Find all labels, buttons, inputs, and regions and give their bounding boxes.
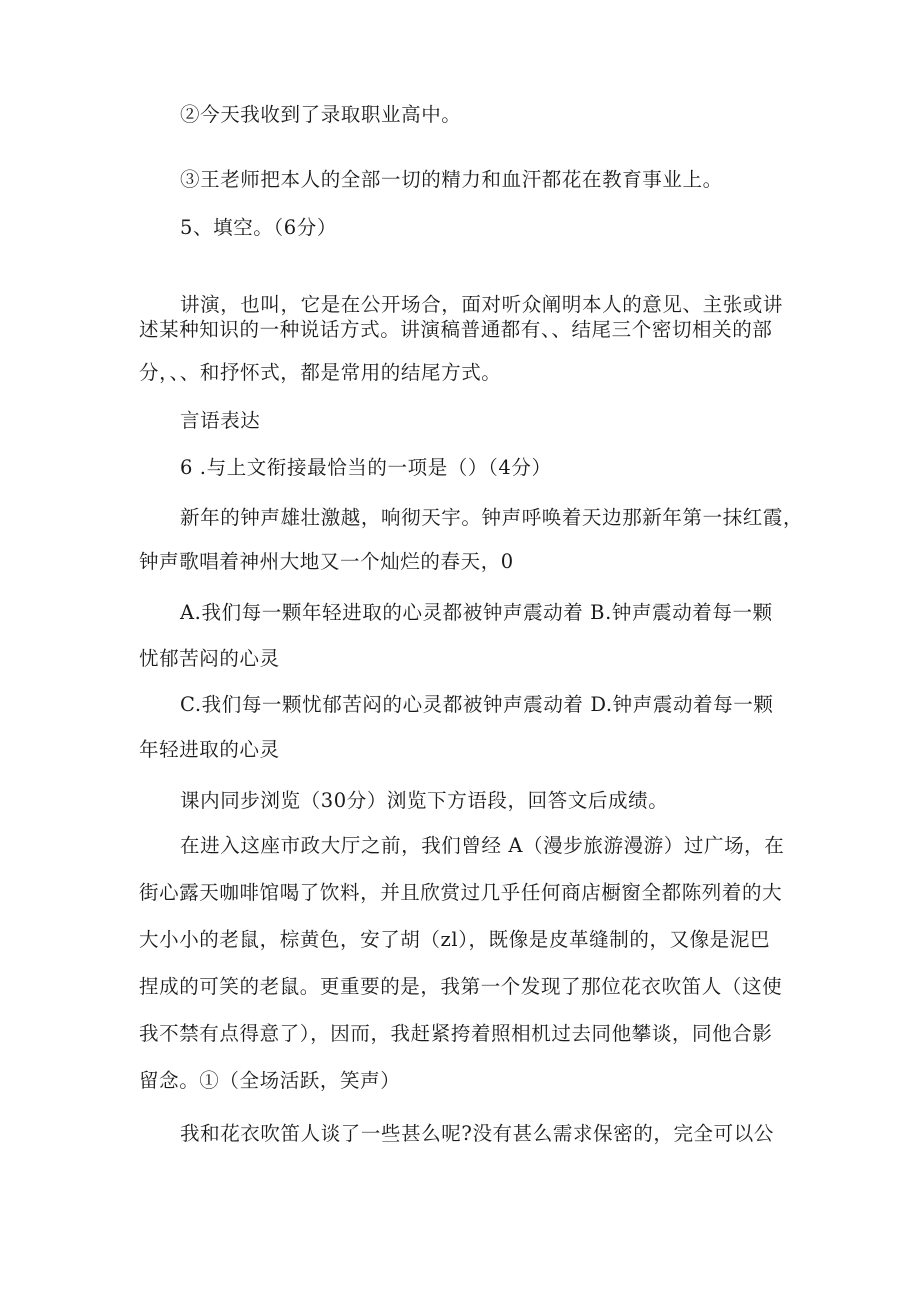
question-6-options-cd-line-1: C.我们每一颗忧郁苦闷的心灵都被钟声震动着 D.钟声震动着每一颗 [180,693,774,716]
section-heading-language-expression: 言语表达 [180,409,261,432]
question-5-heading: 5、填空。（6分） [180,216,337,239]
reading-passage-1-line-6: 留念。①（全场活跃，笑声） [139,1069,401,1092]
question-6-passage-line-1: 新年的钟声雄壮激越，响彻天宇。钟声呼唤着天边那新年第一抹红霞， [180,506,804,529]
question-6-options-cd-line-2: 年轻进取的心灵 [139,738,280,761]
q4-item-2: ②今天我收到了录取职业高中。 [180,103,462,126]
reading-section-heading: 课内同步浏览（30分）浏览下方语段，回答文后成绩。 [180,789,669,812]
question-5-body-line-3: 分，、、和抒怀式，都是常用的结尾方式。 [139,361,502,384]
question-5-body-line-1: 讲演，也叫，它是在公开场合，面对听众阐明本人的意见、主张或讲 [180,293,784,316]
question-6-options-ab-line-1: A.我们每一颗年轻进取的心灵都被钟声震动着 B.钟声震动着每一颗 [180,601,773,624]
question-6-options-ab-line-2: 忧郁苦闷的心灵 [139,647,280,670]
reading-passage-2-line-1: 我和花衣吹笛人谈了一些甚么呢?没有甚么需求保密的，完全可以公 [180,1122,774,1145]
reading-passage-1-line-2: 街心露天咖啡馆喝了饮料，并且欣赏过几乎任何商店橱窗全都陈列着的大 [139,881,783,904]
question-6-passage-line-2: 钟声歌唱着神州大地又一个灿烂的春天，0 [139,550,514,573]
q4-item-3: ③王老师把本人的全部一切的精力和血汗都花在教育事业上。 [180,168,723,191]
reading-passage-1-line-5: 我不禁有点得意了），因而，我赶紧挎着照相机过去同他攀谈，同他合影 [139,1022,773,1045]
reading-passage-1-line-1: 在进入这座市政大厅之前，我们曾经 A（漫步旅游漫游）过广场，在 [180,834,785,857]
reading-passage-1-line-3: 大小小的老鼠，棕黄色，安了胡（zl），既像是皮革缝制的，又像是泥巴 [139,928,771,951]
question-5-body-line-2: 述某种知识的一种说话方式。讲演稿普通都有、、结尾三个密切相关的部 [139,318,773,341]
reading-passage-1-line-4: 捏成的可笑的老鼠。更重要的是，我第一个发现了那位花衣吹笛人（这使 [139,975,783,998]
question-6-heading: 6 .与上文衔接最恰当的一项是（）（4分） [180,456,552,479]
